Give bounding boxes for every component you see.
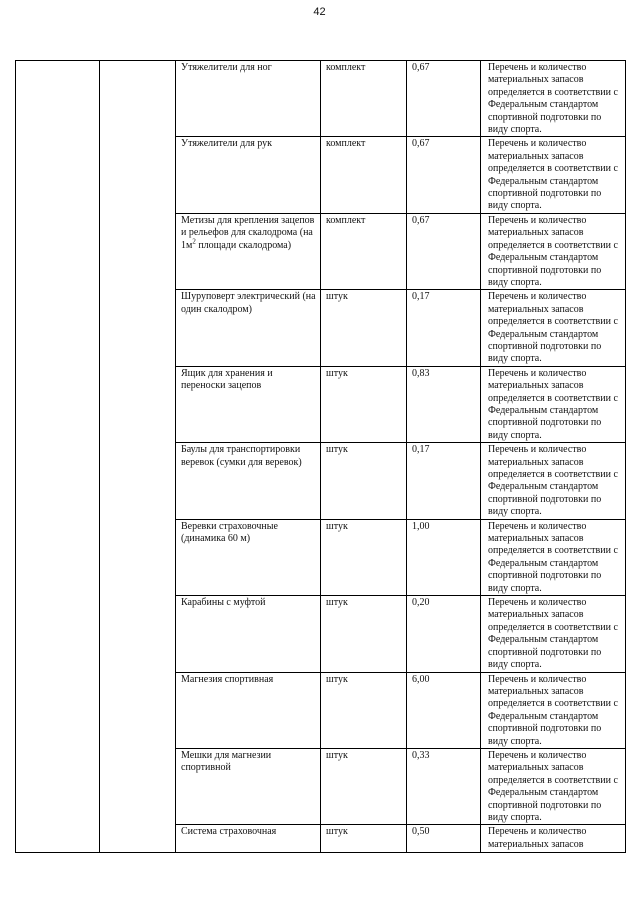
quantity-cell: 0,67 (407, 137, 481, 213)
item-name-cell (176, 213, 321, 289)
merged-empty-cell-2 (100, 61, 176, 853)
item-name-cell: Мешки для магнезии спортивной (176, 748, 321, 824)
unit-cell: комплект (321, 213, 407, 289)
note-text: Перечень и количество материальных запасов определяется в соответствии с Федеральным стандартом спортивной подготовки по виду спорта. (488, 597, 618, 671)
table-row (16, 61, 626, 137)
note-cell (481, 825, 626, 853)
note-text: Перечень и количество материальных запасов (488, 826, 587, 850)
quantity-cell: 0,67 (407, 61, 481, 137)
item-name-cell: Карабины с муфтой (176, 596, 321, 672)
note-text: Перечень и количество материальных запасов определяется в соответствии с Федеральным стандартом спортивной подготовки по виду спорта. (488, 291, 618, 365)
page-number: 42 (313, 6, 326, 18)
unit-cell: штук (321, 748, 407, 824)
quantity-cell: 0,33 (407, 748, 481, 824)
unit-cell: штук (321, 366, 407, 442)
note-text: Перечень и количество материальных запасов определяется в соответствии с Федеральным стандартом спортивной подготовки по виду спорта. (488, 673, 618, 747)
item-name-cell: Баулы для транспортировки веревок (сумки для веревок) (176, 443, 321, 519)
quantity-cell: 1,00 (407, 519, 481, 595)
item-name-cell: Утяжелители для ног (176, 61, 321, 137)
superscript: 2 (192, 237, 196, 246)
unit-cell: штук (321, 825, 407, 853)
unit-cell: комплект (321, 137, 407, 213)
unit-cell: штук (321, 672, 407, 748)
item-name-cell: Веревки страховочные (динамика 60 м) (176, 519, 321, 595)
quantity-cell: 0,17 (407, 443, 481, 519)
quantity-cell: 0,17 (407, 290, 481, 366)
note-text: Перечень и количество материальных запасов определяется в соответствии с Федеральным стандартом спортивной подготовки по виду спорта. (488, 62, 618, 136)
note-cell (481, 443, 626, 519)
note-cell (481, 596, 626, 672)
note-cell (481, 748, 626, 824)
quantity-cell: 0,20 (407, 596, 481, 672)
item-name-cell: Шуруповерт электрический (на один скалодром) (176, 290, 321, 366)
item-name-cell: Ящик для хранения и переноски зацепов (176, 366, 321, 442)
note-cell (481, 61, 626, 137)
note-cell (481, 213, 626, 289)
item-name-cell: Система страховочная (176, 825, 321, 853)
note-text: Перечень и количество материальных запасов определяется в соответствии с Федеральным стандартом спортивной подготовки по виду спорта. (488, 138, 618, 212)
item-name-cell: Утяжелители для рук (176, 137, 321, 213)
item-name-text: Метизы для крепления зацепов и рельефов для скалодрома (на 1м (181, 214, 315, 251)
note-text: Перечень и количество материальных запасов определяется в соответствии с Федеральным стандартом спортивной подготовки по виду спорта. (488, 367, 618, 441)
note-cell (481, 366, 626, 442)
quantity-cell: 0,83 (407, 366, 481, 442)
note-text: Перечень и количество материальных запасов определяется в соответствии с Федеральным стандартом спортивной подготовки по виду спорта. (488, 444, 618, 518)
quantity-cell: 0,50 (407, 825, 481, 853)
unit-cell: штук (321, 519, 407, 595)
unit-cell: штук (321, 443, 407, 519)
note-text: Перечень и количество материальных запасов определяется в соответствии с Федеральным стандартом спортивной подготовки по виду спорта. (488, 214, 618, 288)
unit-cell: штук (321, 596, 407, 672)
note-cell (481, 290, 626, 366)
note-cell (481, 672, 626, 748)
equipment-table (15, 60, 626, 853)
note-text: Перечень и количество материальных запасов определяется в соответствии с Федеральным стандартом спортивной подготовки по виду спорта. (488, 520, 618, 594)
unit-cell: комплект (321, 61, 407, 137)
note-cell (481, 519, 626, 595)
note-text: Перечень и количество материальных запасов определяется в соответствии с Федеральным стандартом спортивной подготовки по виду спорта. (488, 749, 618, 823)
item-name-text-continued: площади скалодрома) (195, 239, 292, 251)
note-cell (481, 137, 626, 213)
merged-empty-cell-1 (16, 61, 100, 853)
unit-cell: штук (321, 290, 407, 366)
quantity-cell: 6,00 (407, 672, 481, 748)
item-name-cell: Магнезия спортивная (176, 672, 321, 748)
quantity-cell: 0,67 (407, 213, 481, 289)
